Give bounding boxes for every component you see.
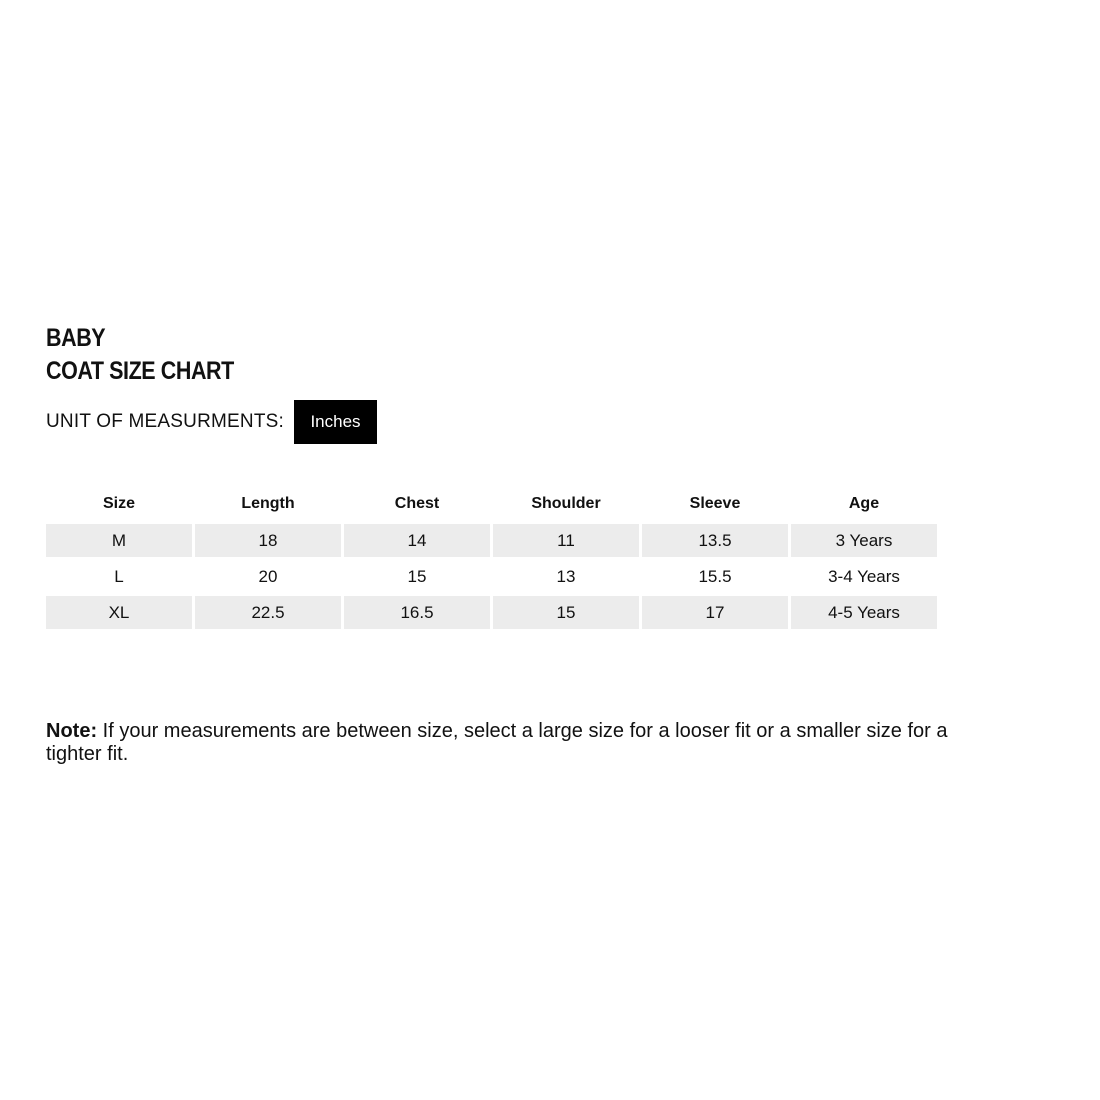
table-cell-length: 22.5 bbox=[195, 596, 341, 629]
table-cell-chest: 14 bbox=[344, 524, 490, 557]
unit-label: UNIT OF MEASURMENTS: bbox=[46, 411, 284, 432]
table-cell-shoulder: 15 bbox=[493, 596, 639, 629]
column-header-size: Size bbox=[102, 495, 135, 512]
chart-title bbox=[46, 322, 234, 388]
table-cell-size: L bbox=[46, 560, 192, 593]
note-label: Note: bbox=[46, 720, 98, 742]
table-cell-sleeve: 17 bbox=[642, 596, 788, 629]
table-row bbox=[46, 524, 937, 557]
size-chart-table bbox=[43, 484, 940, 632]
table-header-row bbox=[46, 487, 937, 521]
column-header-shoulder: Shoulder bbox=[531, 495, 601, 512]
chart-title-line2: COAT SIZE CHART bbox=[46, 357, 234, 385]
table-cell-chest: 16.5 bbox=[344, 596, 490, 629]
table-cell-size: XL bbox=[46, 596, 192, 629]
fit-note bbox=[46, 720, 966, 766]
note-text: If your measurements are between size, select a large size for a looser fit or a smaller size for a tighter fit. bbox=[46, 720, 948, 765]
chart-title-line1: BABY bbox=[46, 324, 106, 352]
table-cell-shoulder: 11 bbox=[493, 524, 639, 557]
table-cell-shoulder: 13 bbox=[493, 560, 639, 593]
column-header-chest: Chest bbox=[394, 495, 440, 512]
table-cell-length: 20 bbox=[195, 560, 341, 593]
table-cell-sleeve: 13.5 bbox=[642, 524, 788, 557]
column-header-age: Age bbox=[848, 495, 880, 512]
table-cell-chest: 15 bbox=[344, 560, 490, 593]
unit-badge: Inches bbox=[294, 400, 377, 444]
table-cell-length: 18 bbox=[195, 524, 341, 557]
table-cell-sleeve: 15.5 bbox=[642, 560, 788, 593]
table-row bbox=[46, 560, 937, 593]
column-header-sleeve: Sleeve bbox=[689, 495, 741, 512]
table-cell-size: M bbox=[46, 524, 192, 557]
table-cell-age: 3 Years bbox=[791, 524, 937, 557]
unit-of-measurement bbox=[46, 400, 377, 444]
column-header-length: Length bbox=[241, 495, 295, 512]
table-cell-age: 3-4 Years bbox=[791, 560, 937, 593]
table-cell-age: 4-5 Years bbox=[791, 596, 937, 629]
table-row bbox=[46, 596, 937, 629]
